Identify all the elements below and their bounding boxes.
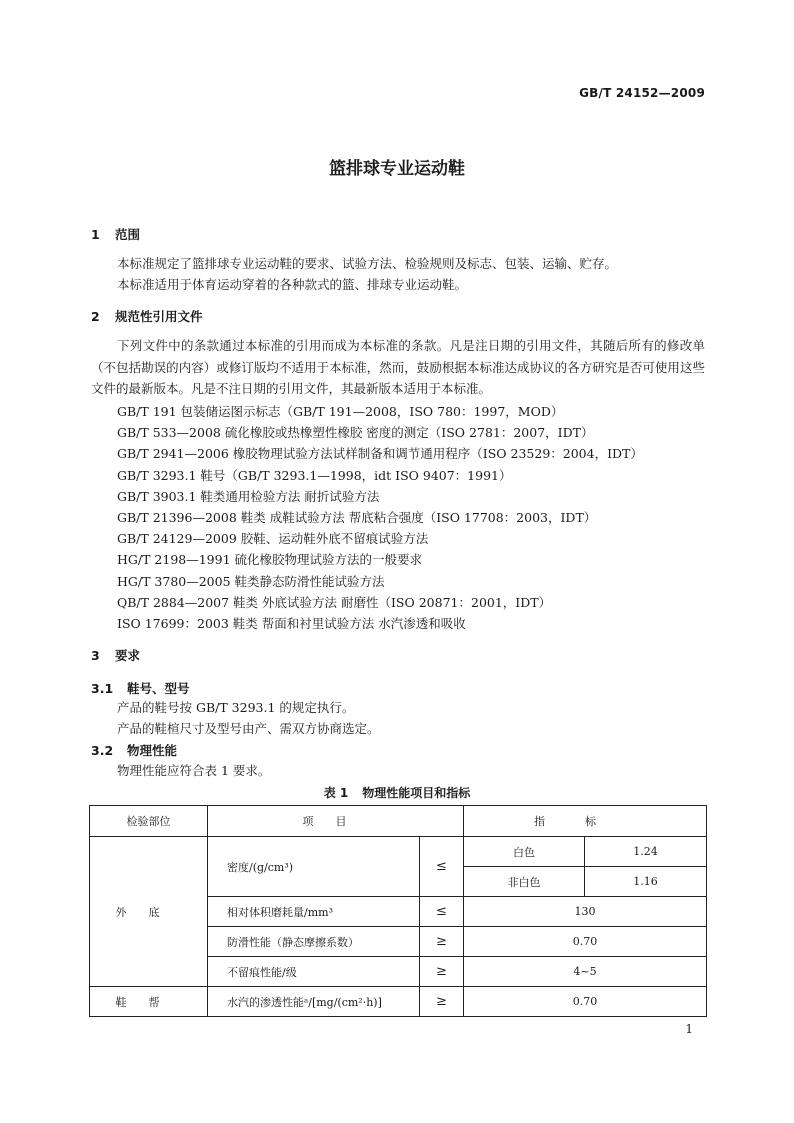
table-title: 物理性能项目和指标 — [362, 786, 471, 800]
table-row — [90, 837, 707, 867]
page-number: 1 — [685, 1022, 693, 1036]
density-nonwhite-label: 非白色 — [464, 867, 585, 897]
reference-item: HG/T 2198—1991 硫化橡胶物理试验方法的一般要求 — [117, 552, 423, 568]
standard-code: GB/T 24152—2009 — [579, 86, 705, 100]
reference-list — [117, 401, 643, 634]
normative-references-intro: 下列文件中的条款通过本标准的引用而成为本标准的条款。凡是注日期的引用文件，其随后所有的修改单（不包括勘误的内容）或修订版均不适用于本标准，然而，鼓励根据本标准达成协议的各方研究是否可使用这些文件的最新版本。凡是不注日期的引用文件，其最新版本适用于本标准。 — [91, 338, 705, 396]
section-number: 2 — [91, 309, 100, 324]
section-3-2-heading — [91, 741, 177, 759]
row-vapor-label: 水汽的渗透性能ᵃ/[mg/(cm²·h)] — [208, 987, 420, 1017]
scope-line-1: 本标准规定了篮排球专业运动鞋的要求、试验方法、检验规则及标志、包装、运输、贮存。 — [117, 256, 618, 271]
document-title: 篮排球专业运动鞋 — [329, 159, 465, 179]
section-number: 1 — [91, 227, 100, 242]
row-density-op: ≤ — [420, 837, 464, 897]
section-1-heading — [91, 225, 140, 243]
row-vapor-value: 0.70 — [464, 987, 707, 1017]
physical-properties-table — [89, 805, 707, 1017]
section-title: 要求 — [115, 648, 141, 663]
table-row — [90, 987, 707, 1017]
section-3-heading — [91, 646, 140, 664]
section-number: 3 — [91, 648, 100, 663]
reference-item: QB/T 2884—2007 鞋类 外底试验方法 耐磨性（ISO 20871：2001，IDT） — [117, 594, 552, 610]
section-title: 规范性引用文件 — [115, 309, 203, 324]
reference-item: GB/T 3903.1 鞋类通用检验方法 耐折试验方法 — [117, 488, 380, 504]
reference-item: ISO 17699：2003 鞋类 帮面和衬里试验方法 水汽渗透和吸收 — [117, 616, 466, 632]
reference-item: GB/T 2941—2006 橡胶物理试验方法试样制备和调节通用程序（ISO 23529：2004，IDT） — [117, 446, 643, 462]
reference-item: GB/T 3293.1 鞋号（GB/T 3293.1—1998，idt ISO 9407：1991） — [117, 467, 512, 483]
reference-item: GB/T 191 包装储运图示标志（GB/T 191—2008，ISO 780：1997，MOD） — [117, 404, 564, 419]
physical-props-line: 物理性能应符合表 1 要求。 — [117, 763, 271, 778]
section-2-heading — [91, 307, 203, 325]
table-caption — [0, 784, 794, 801]
group-outsole: 外底 — [90, 837, 208, 987]
reference-item: GB/T 24129—2009 胶鞋、运动鞋外底不留痕试验方法 — [117, 531, 429, 547]
row-abrasion-op: ≤ — [420, 897, 464, 927]
table-header-row — [90, 806, 707, 837]
shoe-size-line-2: 产品的鞋楦尺寸及型号由产、需双方协商选定。 — [117, 721, 380, 736]
section-3-1-heading — [91, 679, 190, 697]
header-item: 项目 — [208, 806, 464, 837]
section-title: 物理性能 — [127, 743, 178, 758]
row-abrasion-value: 130 — [464, 897, 707, 927]
section-title: 范围 — [115, 227, 141, 242]
shoe-size-line-1: 产品的鞋号按 GB/T 3293.1 的规定执行。 — [117, 700, 355, 715]
density-nonwhite-value: 1.16 — [585, 867, 707, 897]
section-number: 3.2 — [91, 743, 114, 758]
density-white-value: 1.24 — [585, 837, 707, 867]
row-density-label: 密度/(g/cm³) — [208, 837, 420, 897]
row-abrasion-label: 相对体积磨耗量/mm³ — [208, 897, 420, 927]
table-number: 表 1 — [323, 786, 349, 800]
density-white-label: 白色 — [464, 837, 585, 867]
row-nomark-op: ≥ — [420, 957, 464, 987]
row-nomark-label: 不留痕性能/级 — [208, 957, 420, 987]
reference-item: GB/T 533—2008 硫化橡胶或热橡塑性橡胶 密度的测定（ISO 2781：2007，IDT） — [117, 425, 594, 441]
row-nomark-value: 4~5 — [464, 957, 707, 987]
row-vapor-op: ≥ — [420, 987, 464, 1017]
reference-item: HG/T 3780—2005 鞋类静态防滑性能试验方法 — [117, 573, 385, 589]
row-slip-op: ≥ — [420, 927, 464, 957]
reference-item: GB/T 21396—2008 鞋类 成鞋试验方法 帮底粘合强度（ISO 17708：2003，IDT） — [117, 510, 597, 526]
row-slip-value: 0.70 — [464, 927, 707, 957]
section-number: 3.1 — [91, 681, 114, 696]
section-title: 鞋号、型号 — [127, 681, 190, 696]
row-slip-label: 防滑性能（静态摩擦系数） — [208, 927, 420, 957]
header-index: 指标 — [464, 806, 707, 837]
header-part: 检验部位 — [90, 806, 208, 837]
scope-line-2: 本标准适用于体育运动穿着的各种款式的篮、排球专业运动鞋。 — [117, 277, 468, 292]
group-upper: 鞋帮 — [90, 987, 208, 1017]
